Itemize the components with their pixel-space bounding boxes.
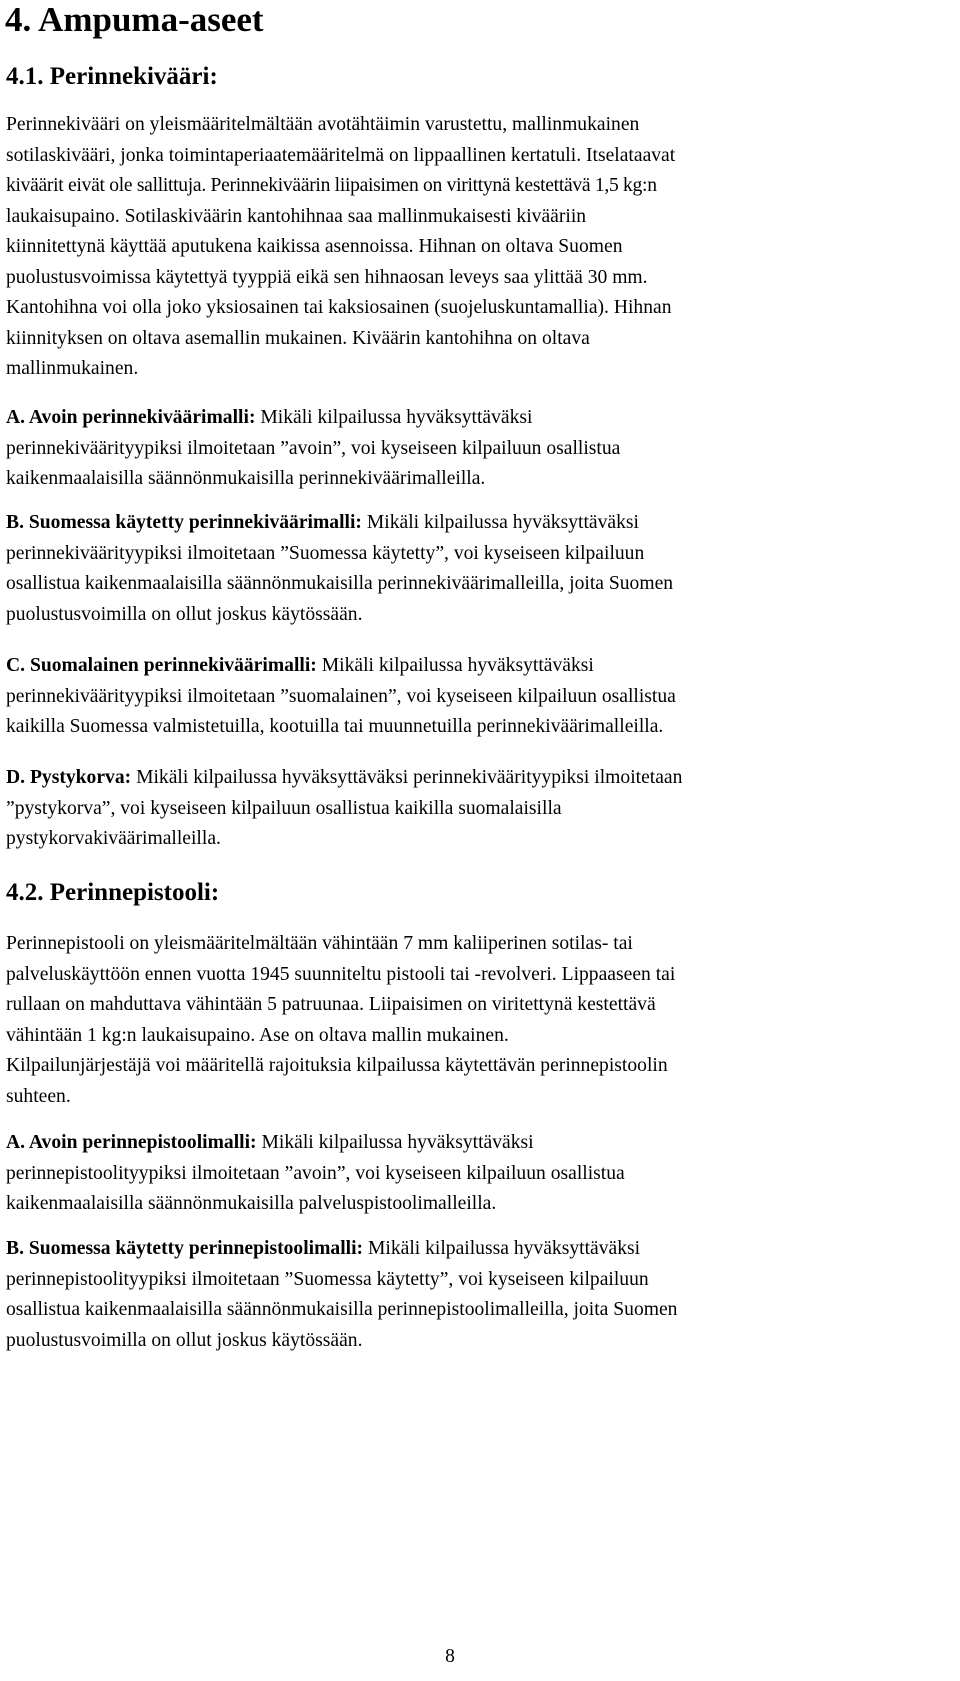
subsection-title-pistol: 4.2. Perinnepistooli:	[6, 879, 220, 906]
paragraph-line: perinnepistoolityypiksi ilmoitetaan ”Suomessa käytetty”, voi kyseiseen kilpailuun	[6, 1268, 649, 1290]
paragraph-line: perinnekiväärityypiksi ilmoitetaan ”Suomessa käytetty”, voi kyseiseen kilpailuun	[6, 542, 645, 564]
paragraph-line: kaikilla Suomessa valmistetuilla, kootuilla tai muunnetuilla perinnekiväärimalleilla.	[6, 716, 664, 737]
paragraph-line: suhteen.	[6, 1085, 71, 1107]
paragraph-line: Kilpailunjärjestäjä voi määritellä rajoituksia kilpailussa käytettävän perinnepistoolin	[6, 1055, 668, 1076]
paragraph-line: rullaan on mahduttava vähintään 5 patruunaa. Liipaisimen on viritettynä kestettävä	[6, 994, 656, 1015]
paragraph-line: kaikenmaalaisilla säännönmukaisilla perinnekiväärimalleilla.	[6, 468, 486, 489]
category-text: Mikäli kilpailussa hyväksyttäväksi	[361, 512, 639, 533]
subsection-title-rifle: 4.1. Perinnekivääri:	[6, 63, 218, 90]
category-text: Mikäli kilpailussa hyväksyttäväksi	[255, 407, 533, 428]
section-title: 4. Ampuma-aseet	[5, 0, 264, 39]
paragraph-line: mallinmukainen.	[6, 358, 139, 379]
rifle-intro-paragraph	[6, 110, 936, 385]
paragraph-line: sotilaskivääri, jonka toimintaperiaatemääritelmä on lippaallinen kertatuli. Itselataavat	[6, 144, 676, 166]
paragraph-line: laukaisupaino. Sotilaskiväärin kantohihnaa saa mallinmukaisesti kivääriin	[6, 205, 587, 227]
category-text: Mikäli kilpailussa hyväksyttäväksi	[316, 655, 594, 676]
page-number: 8	[445, 1646, 455, 1667]
paragraph-line: perinnepistoolityypiksi ilmoitetaan ”avoin”, voi kyseiseen kilpailuun osallistua	[6, 1162, 625, 1184]
rifle-category-d	[6, 763, 936, 855]
paragraph-line: palveluskäyttöön ennen vuotta 1945 suunniteltu pistooli tai -revolveri. Lippaaseen tai	[6, 963, 676, 985]
category-lead: A. Avoin perinnepistoolimalli:	[6, 1132, 257, 1153]
category-text: Mikäli kilpailussa hyväksyttäväksi	[256, 1132, 534, 1153]
paragraph-line: puolustusvoimilla on ollut joskus käytössään.	[6, 1329, 363, 1351]
paragraph-line: Perinnekivääri on yleismääritelmältään avotähtäimin varustettu, mallinmukainen	[6, 114, 640, 135]
category-lead: B. Suomessa käytetty perinnepistoolimalli:	[6, 1238, 364, 1259]
paragraph-line: kiinnitettynä käyttää aputukena kaikissa asennoissa. Hihnan on oltava Suomen	[6, 236, 623, 257]
category-lead: C. Suomalainen perinnekiväärimalli:	[6, 655, 317, 676]
paragraph-line: Perinnepistooli on yleismääritelmältään vähintään 7 mm kaliiperinen sotilas- tai	[6, 933, 633, 954]
paragraph-line: puolustusvoimissa käytettyä tyyppiä eikä sen hihnaosan leveys saa ylittää 30 mm.	[6, 266, 648, 288]
paragraph-line: kaikenmaalaisilla säännönmukaisilla palveluspistoolimalleilla.	[6, 1193, 497, 1214]
category-text: Mikäli kilpailussa hyväksyttäväksi perinnekiväärityypiksi ilmoitetaan	[131, 767, 683, 788]
category-lead: A. Avoin perinnekiväärimalli:	[6, 407, 256, 428]
paragraph-line: osallistua kaikenmaalaisilla säännönmukaisilla perinnekiväärimalleilla, joita Suomen	[6, 573, 674, 594]
paragraph-line: Kantohihna voi olla joko yksiosainen tai kaksiosainen (suojeluskuntamallia). Hihnan	[6, 297, 672, 318]
rifle-category-c	[6, 651, 936, 743]
paragraph-line: perinnekiväärityypiksi ilmoitetaan ”suomalainen”, voi kyseiseen kilpailuun osallistua	[6, 685, 676, 707]
pistol-category-b	[6, 1234, 936, 1356]
paragraph-line: pystykorvakiväärimalleilla.	[6, 828, 221, 849]
paragraph-line: osallistua kaikenmaalaisilla säännönmukaisilla perinnepistoolimalleilla, joita Suomen	[6, 1299, 678, 1320]
paragraph-line: vähintään 1 kg:n laukaisupaino. Ase on oltava mallin mukainen.	[6, 1024, 509, 1046]
rifle-category-a	[6, 403, 936, 495]
paragraph-line: kiväärit eivät ole sallittuja. Perinnekiväärin liipaisimen on virittynä kestettävä 1,5 kg:n	[6, 175, 657, 196]
category-lead: D. Pystykorva:	[6, 767, 132, 788]
rifle-category-b	[6, 508, 936, 630]
pistol-intro-paragraph	[6, 929, 936, 1112]
paragraph-line: ”pystykorva”, voi kyseiseen kilpailuun osallistua kaikilla suomalaisilla	[6, 797, 562, 819]
paragraph-line: kiinnityksen on oltava asemallin mukainen. Kiväärin kantohihna on oltava	[6, 327, 590, 349]
category-lead: B. Suomessa käytetty perinnekiväärimalli:	[6, 512, 362, 533]
paragraph-line: perinnekiväärityypiksi ilmoitetaan ”avoin”, voi kyseiseen kilpailuun osallistua	[6, 437, 621, 459]
paragraph-line: puolustusvoimilla on ollut joskus käytössään.	[6, 603, 363, 625]
category-text: Mikäli kilpailussa hyväksyttäväksi	[363, 1238, 641, 1259]
pistol-category-a	[6, 1128, 936, 1220]
